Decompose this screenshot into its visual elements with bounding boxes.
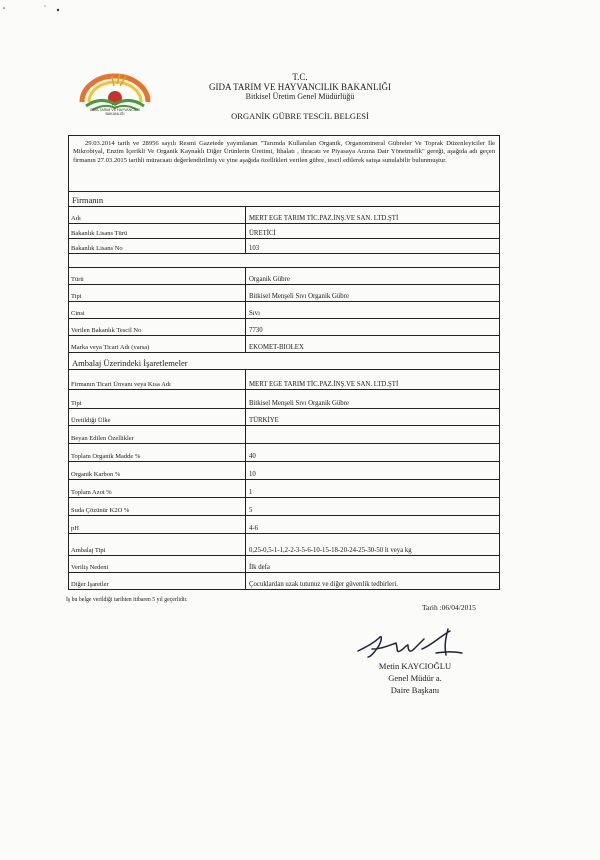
row-value: 5 [249,507,253,514]
validity-footnote: İş bu belge verildiği tarihten itibaren 5 yıl geçerlidir. [66,597,188,603]
section-firm-label: Firmanın [72,195,104,205]
row-registration-no [68,319,500,336]
row-value: 0,25-0,5-1-1,2-2-3-5-6-10-15-18-20-24-25-30-50 lt veya kg [249,547,412,554]
row-packaging-firm [68,370,500,390]
row-license-type [68,224,500,239]
row-value: Bitkisel Menşeli Sıvı Organik Gübre [249,293,349,300]
row-country [68,409,500,426]
row-value: EKOMET-BIOLEX [249,344,304,351]
signatory-department: Daire Başkanı [390,685,440,695]
row-other [68,573,500,590]
row-label: Suda Çözünür K2O % [71,507,130,514]
row-value: Organik Gübre [249,276,290,283]
row-declared [68,426,500,444]
row-label: Türü [71,276,84,283]
row-value: 7730 [249,327,263,334]
intro-line-2: Toprak Düzenleyiciler İle Mikrobiyal, Enzim İçerikli Ve Organik Kaynaklı Diğer Ürünlerin Üretimi, İthalatı , ihracatı ve [73,140,496,156]
row-value: 4-6 [249,525,259,532]
section-firm [68,191,500,207]
row-value: 10 [249,471,256,478]
issue-date: Tarih :06/04/2015 [422,603,476,612]
row-organic-carbon [68,462,500,480]
scan-specks [0,0,120,40]
row-value: Çocuklardan uzak tutunuz ve diğer güvenlik tedbirleri. [249,581,398,588]
row-product-form [68,302,500,319]
row-ph [68,516,500,534]
row-label: Üretildiği Ülke [71,417,111,424]
intro-line-3: Piyasaya Arzına Dair Yönetmelik" gereği, aşağıda adı geçen firmanın 27.03.2015 tarihli müracaatı değerlendirilmiş ve yine [73,148,496,164]
row-label: Tipi [71,293,82,300]
row-license-no [68,239,500,254]
row-label: Ambalaj Tipi [71,547,106,554]
registration-table [68,191,500,590]
row-value: Bitkisel Menşeli Sıvı Organik Gübre [249,400,349,407]
row-value: TÜRKİYE [249,417,279,424]
row-firm-name [68,207,500,224]
row-k2o [68,498,500,516]
signature-icon [352,627,472,665]
logo-caption-ministry: GIDA TARIM VE HAYVANCILIK [89,108,141,112]
signatory-name: Metin KAYCIOĞLU [378,661,452,671]
row-label: Cinsi [71,310,85,317]
row-value: 103 [249,245,260,252]
row-value: MERT EGE TARIM TİC.PAZ.İNŞ.VE SAN. LTD.ŞTİ [249,215,399,222]
row-nitrogen [68,480,500,498]
logo-caption-bakanligi: BAKANLIĞI [105,112,125,116]
row-value: Sıvı [249,310,260,317]
row-label: Toplam Organik Madde % [71,453,141,460]
row-product-kind [68,285,500,302]
header-tc: T.C. [292,72,308,82]
header-ministry: GIDA TARIM VE HAYVANCILIK BAKANLIĞI [209,82,391,92]
row-label: Bakanlık Lisans No [71,245,123,252]
row-label: Toplam Azot % [71,489,112,496]
row-spacer [68,254,500,268]
row-label: pH [71,525,79,532]
row-product-type [68,268,500,285]
row-value: 40 [249,453,256,460]
row-value: İlk defa [249,564,270,571]
row-label: Adı [71,215,81,222]
row-label: Verilen Bakanlık Tescil No [71,327,142,334]
row-label: Organik Karbon % [71,471,121,478]
document-title: ORGANİK GÜBRE TESCİL BELGESİ [231,111,369,121]
intro-line-1: 29.03.2014 tarih ve 28956 sayılı Resmi Gazetede yayımlanan "Tarımda Kullanılan Organik, Organomineral Gübreler Ve [85,140,422,147]
header-directorate: Bitkisel Üretim Genel Müdürlüğü [245,92,355,101]
signatory-title: Genel Müdür a. [388,673,442,683]
row-label: Beyan Edilen Özellikler [71,435,134,442]
logo-caption-tc: T.C. [111,104,119,108]
section-packaging [68,353,500,370]
row-label: Bakanlık Lisans Türü [71,230,128,237]
row-label: Firmanın Ticari Ünvanı veya Kısa Adı [71,381,171,388]
row-label: Tipi [71,400,82,407]
row-value: ÜRETİCİ [249,230,276,237]
row-value: MERT EGE TARIM TİC.PAZ.İNŞ.VE SAN. LTD.ŞTİ [249,381,399,388]
intro-paragraph [68,135,500,192]
section-packaging-label: Ambalaj Üzerindeki İşaretlemeler [72,358,188,368]
row-reason [68,556,500,573]
row-package-type [68,534,500,556]
row-brand [68,336,500,353]
row-value: 1 [249,489,253,496]
row-label: Marka veya Ticari Adı (varsa) [71,344,150,351]
row-packaging-kind [68,390,500,409]
intro-line-4: aşağıda özellikleri verilen gübre, tescil edilerek satışa sunulabilir bulunmuştur. [239,156,447,164]
logo-caption [70,104,160,116]
row-label: Diğer İşaretler [71,581,109,588]
row-label: Veriliş Nedeni [71,564,109,571]
row-organic-matter [68,444,500,462]
